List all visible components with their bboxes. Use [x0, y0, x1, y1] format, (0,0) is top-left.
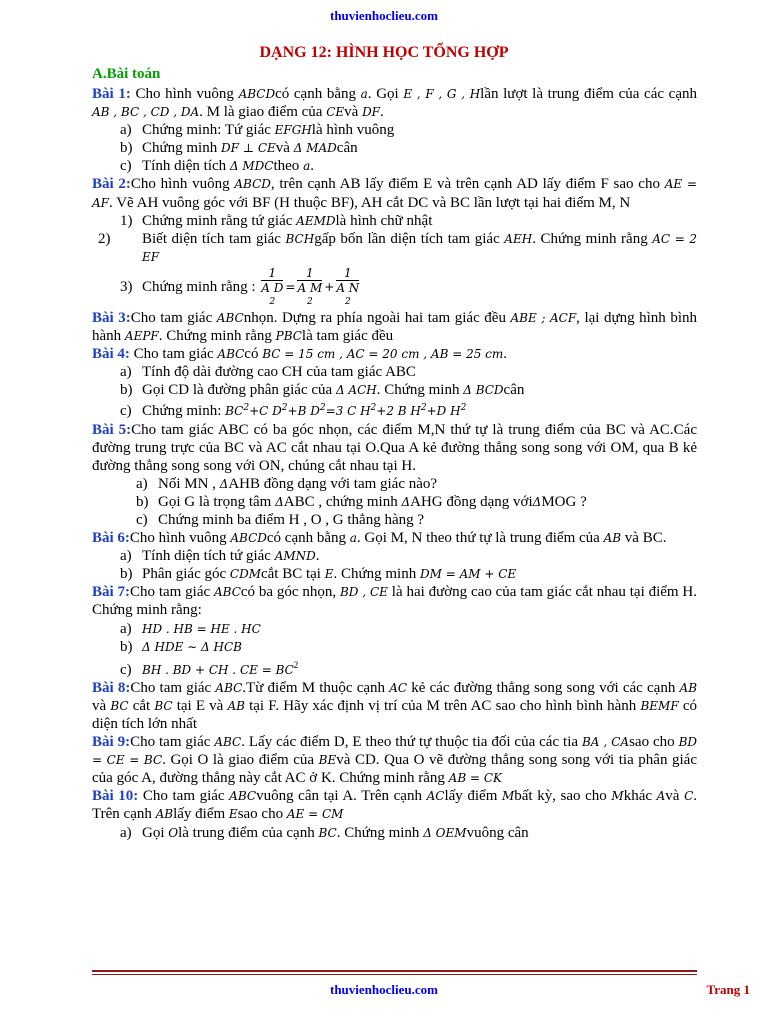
text: . [503, 346, 508, 363]
exercise-4-part-b [92, 381, 697, 399]
text: Cho tam giác [129, 346, 218, 363]
text: và [275, 140, 294, 157]
text: nhọn. Dựng ra phía ngoài hai tam giác đều [243, 309, 511, 326]
numerator: 1 [297, 266, 322, 281]
exercise-3 [92, 309, 697, 345]
exponent: 2 [281, 403, 288, 414]
math: AB = CK [448, 771, 502, 786]
page-number: Trang 1 [706, 982, 750, 997]
text: Cho hình vuông [130, 86, 239, 102]
math: Δ [219, 476, 229, 491]
text: . Chứng minh [333, 566, 420, 583]
item-label: b) [120, 566, 133, 583]
exponent: 2 [306, 296, 313, 307]
exercise-1 [92, 85, 697, 121]
exercise-10-part-a [92, 824, 697, 842]
text: Gọi [142, 824, 169, 841]
exercise-label: Bài 9: [92, 734, 131, 751]
denominator: A M [297, 280, 323, 295]
exponent: 2 [319, 403, 326, 414]
text: Cho tam giác [130, 309, 217, 326]
exponent: 2 [370, 403, 377, 414]
exponent: 2 [269, 296, 276, 307]
text: tại E và [172, 697, 228, 714]
exponent: 2 [344, 296, 351, 307]
footer-site-link[interactable]: thuvienhoclieu.com [330, 982, 438, 997]
text: . Lấy các điểm D, E theo thứ tự thuộc tia đối của các tia [241, 734, 582, 751]
item-label: 3) [120, 278, 133, 295]
item-label: c) [120, 158, 132, 175]
exercise-5-part-b [92, 493, 697, 511]
text: là hình vuông [311, 122, 395, 139]
denominator: A N [336, 280, 360, 295]
math: BH . BD + CH . CE = BC [142, 662, 294, 677]
text: Cho hình vuông [129, 530, 231, 547]
math: C [684, 789, 694, 804]
exercise-2-part-2 [92, 230, 697, 266]
text: Cho tam giác [138, 788, 230, 805]
math: Δ OEM [423, 825, 467, 840]
math: + [324, 279, 335, 294]
exercise-1-part-b [92, 139, 697, 157]
text: . Gọi [367, 86, 404, 102]
exercise-label: Bài 8: [92, 679, 131, 696]
exercise-label: Bài 6: [92, 530, 130, 547]
math: AC = 2 EF [142, 231, 698, 264]
exercise-5-part-a [92, 475, 697, 493]
item-label: c) [120, 403, 132, 420]
math: +C D [249, 404, 282, 419]
exercise-label: Bài 4: [92, 346, 130, 363]
text: bất kỳ, sao cho [514, 788, 612, 805]
text: kẻ các đường thẳng song song với các cạnh [407, 679, 680, 696]
text: AHB đồng dạng với tam giác nào? [228, 475, 438, 492]
text: . Gọi M, N theo thứ tự là trung điểm của [356, 530, 604, 547]
math: ABC [229, 789, 257, 804]
exercise-5-part-c [92, 511, 697, 529]
math: AE = AF [92, 177, 697, 210]
math: A [656, 789, 666, 804]
math: DF [362, 105, 381, 120]
text: Gọi G là trọng tâm [158, 493, 276, 510]
exercise-2-part-1 [92, 212, 697, 230]
text: lấy điểm [173, 806, 229, 823]
text: tại F. Hãy xác định vị trí của M trên AC sao cho hình bình hành [244, 697, 641, 714]
text: Tính diện tích tứ giác [142, 548, 275, 565]
text: . [310, 158, 314, 175]
item-label: b) [120, 382, 133, 399]
math: ABCD [230, 531, 267, 546]
text: Chứng minh [142, 140, 221, 157]
math: Δ BCD [463, 383, 504, 398]
equation [225, 404, 466, 418]
text: có diện tích lớn nhất [92, 697, 697, 732]
text: và [344, 104, 363, 121]
math: M [611, 789, 624, 804]
text: có cạnh bằng [266, 530, 350, 547]
math: E [324, 567, 334, 582]
numerator: 1 [261, 266, 283, 281]
text: . Chứng minh rằng [158, 328, 276, 345]
exercise-1-part-c [92, 157, 697, 175]
math: BC [154, 698, 173, 713]
text: ABC , chứng minh [283, 493, 402, 510]
math: AB [603, 531, 622, 546]
text: và CD. Qua O vẽ đường thẳng song song với tia phân giác của góc A, đường thẳng này cắt AC ở K. Chứng minh rằng [92, 752, 697, 787]
text: lần lượt là trung điểm của các cạnh [480, 86, 697, 102]
math: AB , BC , CD , DA [92, 105, 200, 120]
text: theo [273, 158, 304, 175]
math: a [303, 159, 311, 174]
math: AE = CM [286, 807, 344, 822]
exercise-7 [92, 583, 697, 619]
text: Nối MN , [158, 475, 220, 492]
math: +B D [287, 404, 320, 419]
item-label: b) [120, 140, 133, 157]
text: . Chứng minh [336, 824, 424, 841]
text: Tính diện tích [142, 158, 230, 175]
item-label: a) [120, 620, 132, 637]
math: ABE ; ACF [510, 310, 577, 325]
text: vuông cân [466, 824, 529, 841]
exercise-9 [92, 733, 697, 787]
text: khác [623, 788, 657, 805]
text: là hình chữ nhật [335, 212, 433, 229]
exercise-1-part-a [92, 121, 697, 139]
text: . Trên cạnh [92, 788, 697, 823]
text: cân [503, 382, 525, 399]
text: . Chứng minh [376, 382, 464, 399]
math: +D H [426, 404, 461, 419]
exercise-2 [92, 175, 697, 211]
text: . [380, 104, 384, 121]
exercise-2-part-3 [92, 266, 697, 309]
item-label: a) [136, 475, 148, 492]
text: . Gọi O là giao điểm của [162, 752, 319, 769]
item-label: c) [120, 661, 132, 678]
math: BCH [285, 231, 315, 246]
math: DF ⊥ CE [220, 141, 276, 156]
text: sao cho [629, 734, 679, 751]
text: Cho tam giác [130, 734, 215, 751]
item-label: 1) [120, 212, 133, 229]
text: Chứng minh rằng : [142, 278, 260, 295]
math: AEH [504, 231, 533, 246]
math: EFGH [274, 123, 312, 138]
exercise-4-part-c [92, 399, 697, 420]
text: Gọi CD là đường phân giác của [142, 382, 336, 399]
item-label: a) [120, 824, 132, 841]
math: ABC [217, 347, 245, 362]
text: là trung điểm của cạnh [178, 824, 319, 841]
text: . [315, 548, 320, 565]
text: Cho tam giác ABC có ba góc nhọn, các điểm M,N thứ tự là trung điểm của BC và AC.Các đường trung trực của BC và AC cắt nhau tại O.Qua A kẻ đường thẳng song song với OM, qua B kẻ đường thẳng song song với ON, chúng cắt nhau tại H. [92, 421, 697, 474]
text: là hai đường cao của tam giác cắt nhau tại điểm H. Chứng minh rằng: [92, 584, 697, 619]
exercise-7-part-b [92, 638, 697, 656]
text: Tính độ dài đường cao CH của tam giác ABC [142, 364, 416, 381]
text: và [665, 788, 685, 805]
header-site-link[interactable]: thuvienhoclieu.com [330, 8, 438, 23]
text: Cho tam giác [130, 584, 214, 601]
exercise-label: Bài 5: [92, 421, 132, 438]
text: có cạnh bằng [275, 86, 361, 102]
exercise-label: Bài 7: [92, 584, 131, 601]
page-title: DẠNG 12: HÌNH HỌC TỔNG HỢP [259, 44, 509, 61]
item-label: a) [120, 122, 132, 139]
math: CE [326, 105, 345, 120]
math: +2 B H [376, 404, 421, 419]
math: BA , CA [581, 735, 630, 750]
text: , lại dựng hình bình hành [92, 309, 698, 345]
math: PBC [275, 329, 302, 344]
math: Δ [275, 494, 284, 509]
text: sao cho [237, 806, 287, 823]
math: BC [318, 825, 337, 840]
exponent: 2 [460, 403, 467, 414]
text: . Chứng minh rằng [532, 230, 653, 247]
item-label: c) [136, 511, 148, 528]
math: AC [389, 680, 408, 695]
exercise-label: Bài 10: [92, 788, 139, 805]
math: ABCD [238, 87, 276, 101]
math: ABC [216, 310, 244, 325]
text: , trên cạnh AB lấy điểm E và trên cạnh AD lấy điểm F sao cho [270, 176, 665, 193]
text: Phân giác góc [142, 566, 230, 583]
text: . M là giao điểm của [199, 104, 327, 121]
fraction [297, 266, 322, 309]
text: cắt BC tại [260, 566, 325, 583]
math: AB [227, 698, 245, 713]
numerator: 1 [336, 266, 359, 281]
exercise-8 [92, 679, 697, 733]
exponent: 2 [243, 403, 250, 414]
footer-divider-thin [92, 974, 697, 975]
item-label: a) [120, 364, 132, 381]
exercise-4-part-a [92, 363, 697, 381]
math: DM = AM + CE [419, 567, 517, 582]
text: MOG ? [541, 493, 587, 510]
math: Δ ACH [335, 383, 377, 398]
footer-divider [92, 970, 697, 972]
math: =3 C H [325, 404, 371, 419]
text: và BC. [621, 530, 667, 547]
exercise-7-part-a [92, 620, 697, 638]
math: ABC [214, 735, 242, 750]
math: Δ MDC [229, 159, 274, 174]
math: ABC [214, 585, 241, 600]
exponent: 2 [293, 659, 299, 670]
math: Δ MAD [293, 141, 337, 156]
exercise-4 [92, 345, 697, 363]
exercise-label: Bài 1: [92, 86, 131, 102]
math: M [501, 789, 515, 804]
text: Chứng minh rằng tứ giác [142, 212, 297, 229]
text: vuông cân tại A. Trên cạnh [256, 788, 427, 805]
math: a [360, 87, 368, 101]
math: AC [426, 789, 445, 804]
math: BE [318, 753, 337, 768]
exercise-6-part-a [92, 547, 697, 565]
text: . Vẽ AH vuông góc với BF (H thuộc BF), AH cắt DC và BC lần lượt tại hai điểm M, N [109, 194, 631, 211]
math: AEPF [124, 329, 159, 344]
math: BD = CE = BC [92, 735, 698, 768]
text: Chứng minh: [142, 403, 226, 420]
text: có ba góc nhọn, [240, 584, 340, 601]
section-heading: A.Bài toán [92, 66, 161, 82]
text: lấy điểm [444, 788, 502, 805]
exercise-6 [92, 529, 697, 547]
math: AEMD [296, 213, 336, 228]
math: HD . HB = HE . HC [142, 621, 261, 636]
math: Δ [532, 494, 542, 509]
math: BC [225, 404, 244, 419]
text: Chứng minh: Tứ giác [142, 122, 275, 139]
text: Biết diện tích tam giác [142, 230, 286, 247]
exponent: 2 [420, 403, 427, 414]
text: là tam giác đều [301, 328, 394, 345]
math: BD , CE [339, 585, 388, 600]
item-label: b) [120, 638, 133, 655]
text: và [92, 697, 111, 714]
math: CDM [229, 567, 261, 582]
math: Δ HDE ∼ Δ HCB [142, 639, 242, 654]
denominator: A D [261, 280, 284, 295]
item-label: 2) [98, 230, 111, 247]
math: Δ [401, 494, 411, 509]
text: có [244, 346, 263, 363]
math: a [349, 531, 357, 546]
fraction [336, 266, 359, 309]
fraction [261, 266, 283, 309]
text: Chứng minh ba điểm H , O , G thẳng hàng ? [158, 511, 425, 528]
math: AMND [274, 549, 316, 564]
math: E , F , G , H [403, 87, 481, 101]
exercise-label: Bài 2: [92, 176, 131, 193]
math: BC = 15 cm , AC = 20 cm , AB = 25 cm [262, 347, 504, 362]
math: AB [155, 807, 174, 822]
exercise-10 [92, 787, 697, 823]
text: AHG đồng dạng với [410, 493, 533, 510]
exercise-5 [92, 421, 697, 475]
text: gấp bốn lần diện tích tam giác [314, 230, 505, 247]
item-label: a) [120, 548, 132, 565]
math: BEMF [640, 698, 679, 713]
exercise-6-part-b [92, 565, 697, 583]
math: BC [110, 698, 129, 713]
exercise-7-part-c [92, 656, 697, 679]
math: O [168, 825, 179, 840]
math: E [228, 807, 238, 822]
exercise-list [92, 85, 697, 842]
math: ABCD [234, 177, 271, 192]
math: AB [679, 680, 698, 695]
text: Cho hình vuông [130, 176, 235, 193]
exercise-label: Bài 3: [92, 309, 131, 326]
text: Cho tam giác [130, 679, 216, 696]
text: .Từ điểm M thuộc cạnh [242, 679, 390, 696]
text: cân [336, 140, 358, 157]
text: cắt [128, 697, 155, 714]
math: = [285, 279, 296, 294]
math: ABC [215, 680, 243, 695]
item-label: b) [136, 493, 149, 510]
